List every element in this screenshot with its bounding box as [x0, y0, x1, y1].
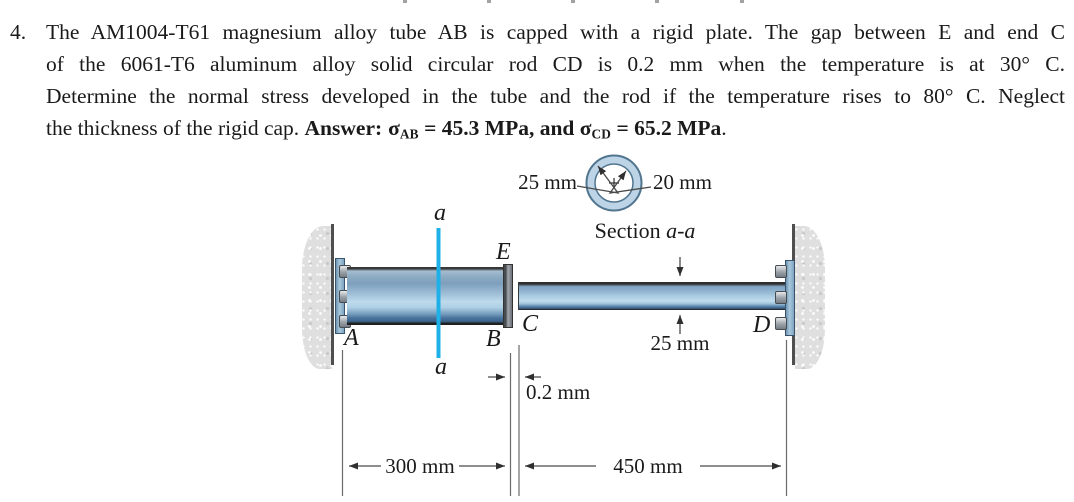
outer-radius-arrow	[577, 166, 618, 193]
crop-tick	[655, 0, 659, 3]
center-cross-icon	[609, 178, 619, 188]
sigma-ab-symbol: σ	[388, 116, 400, 140]
label-C: C	[522, 311, 539, 337]
label-D: D	[753, 312, 771, 338]
label-a-top: a	[434, 200, 446, 226]
bolt-icon	[775, 317, 787, 330]
answer-label: Answer:	[304, 116, 383, 140]
crop-tick	[403, 0, 407, 3]
crop-tick	[571, 0, 575, 3]
left-wall-face	[331, 224, 334, 365]
label-B: B	[486, 326, 501, 352]
inner-radius-label: 20 mm	[653, 170, 712, 194]
label-E: E	[496, 239, 511, 265]
tube-length-label: 300 mm	[385, 454, 455, 478]
aluminum-rod-CD	[518, 282, 786, 310]
bolt-icon	[775, 291, 787, 304]
statement-prefix: the thickness of the rigid cap.	[46, 116, 305, 140]
section-caption	[559, 219, 731, 243]
answer-value-ab: = 45.3 MPa, and	[418, 116, 580, 140]
crop-tick	[740, 0, 744, 3]
rod-length-label: 450 mm	[613, 454, 683, 478]
label-A: A	[344, 325, 359, 351]
right-wall-texture	[795, 226, 825, 369]
rigid-end-cap-E	[503, 264, 513, 328]
sigma-cd-subscript: CD	[591, 126, 612, 142]
statement-line-4	[46, 112, 1065, 150]
outer-radius-label: 25 mm	[518, 170, 577, 194]
sigma-ab-subscript: AB	[399, 126, 419, 142]
statement-line-1: The AM1004-T61 magnesium alloy tube AB is capped with a rigid plate. The gap between E and end C	[46, 20, 1065, 44]
bolt-icon	[775, 265, 787, 278]
section-annulus	[577, 156, 651, 211]
section-caption-aa: a-a	[666, 218, 696, 243]
section-caption-word: Section	[594, 218, 667, 243]
sentence-period: .	[721, 116, 727, 140]
problem-number: 4.	[10, 20, 27, 44]
inner-radius-arrow	[610, 171, 651, 193]
label-a-bottom: a	[435, 354, 447, 380]
crop-tick	[487, 0, 491, 3]
sigma-cd-symbol: σ	[579, 116, 592, 140]
left-wall-texture	[302, 226, 332, 369]
answer-value-cd: = 65.2 MPa	[611, 116, 722, 140]
magnesium-tube-AB	[347, 267, 504, 325]
statement-line-2: of the 6061-T6 aluminum alloy solid circular rod CD is 0.2 mm when the temperature is at 30° C.	[46, 52, 1065, 76]
problem-statement	[46, 16, 1065, 150]
rod-diameter-label: 25 mm	[650, 331, 710, 355]
statement-line-3: Determine the normal stress developed in the tube and the rod if the temperature rises to 80° C. Neglect	[46, 84, 1065, 108]
gap-label: 0.2 mm	[526, 380, 591, 404]
